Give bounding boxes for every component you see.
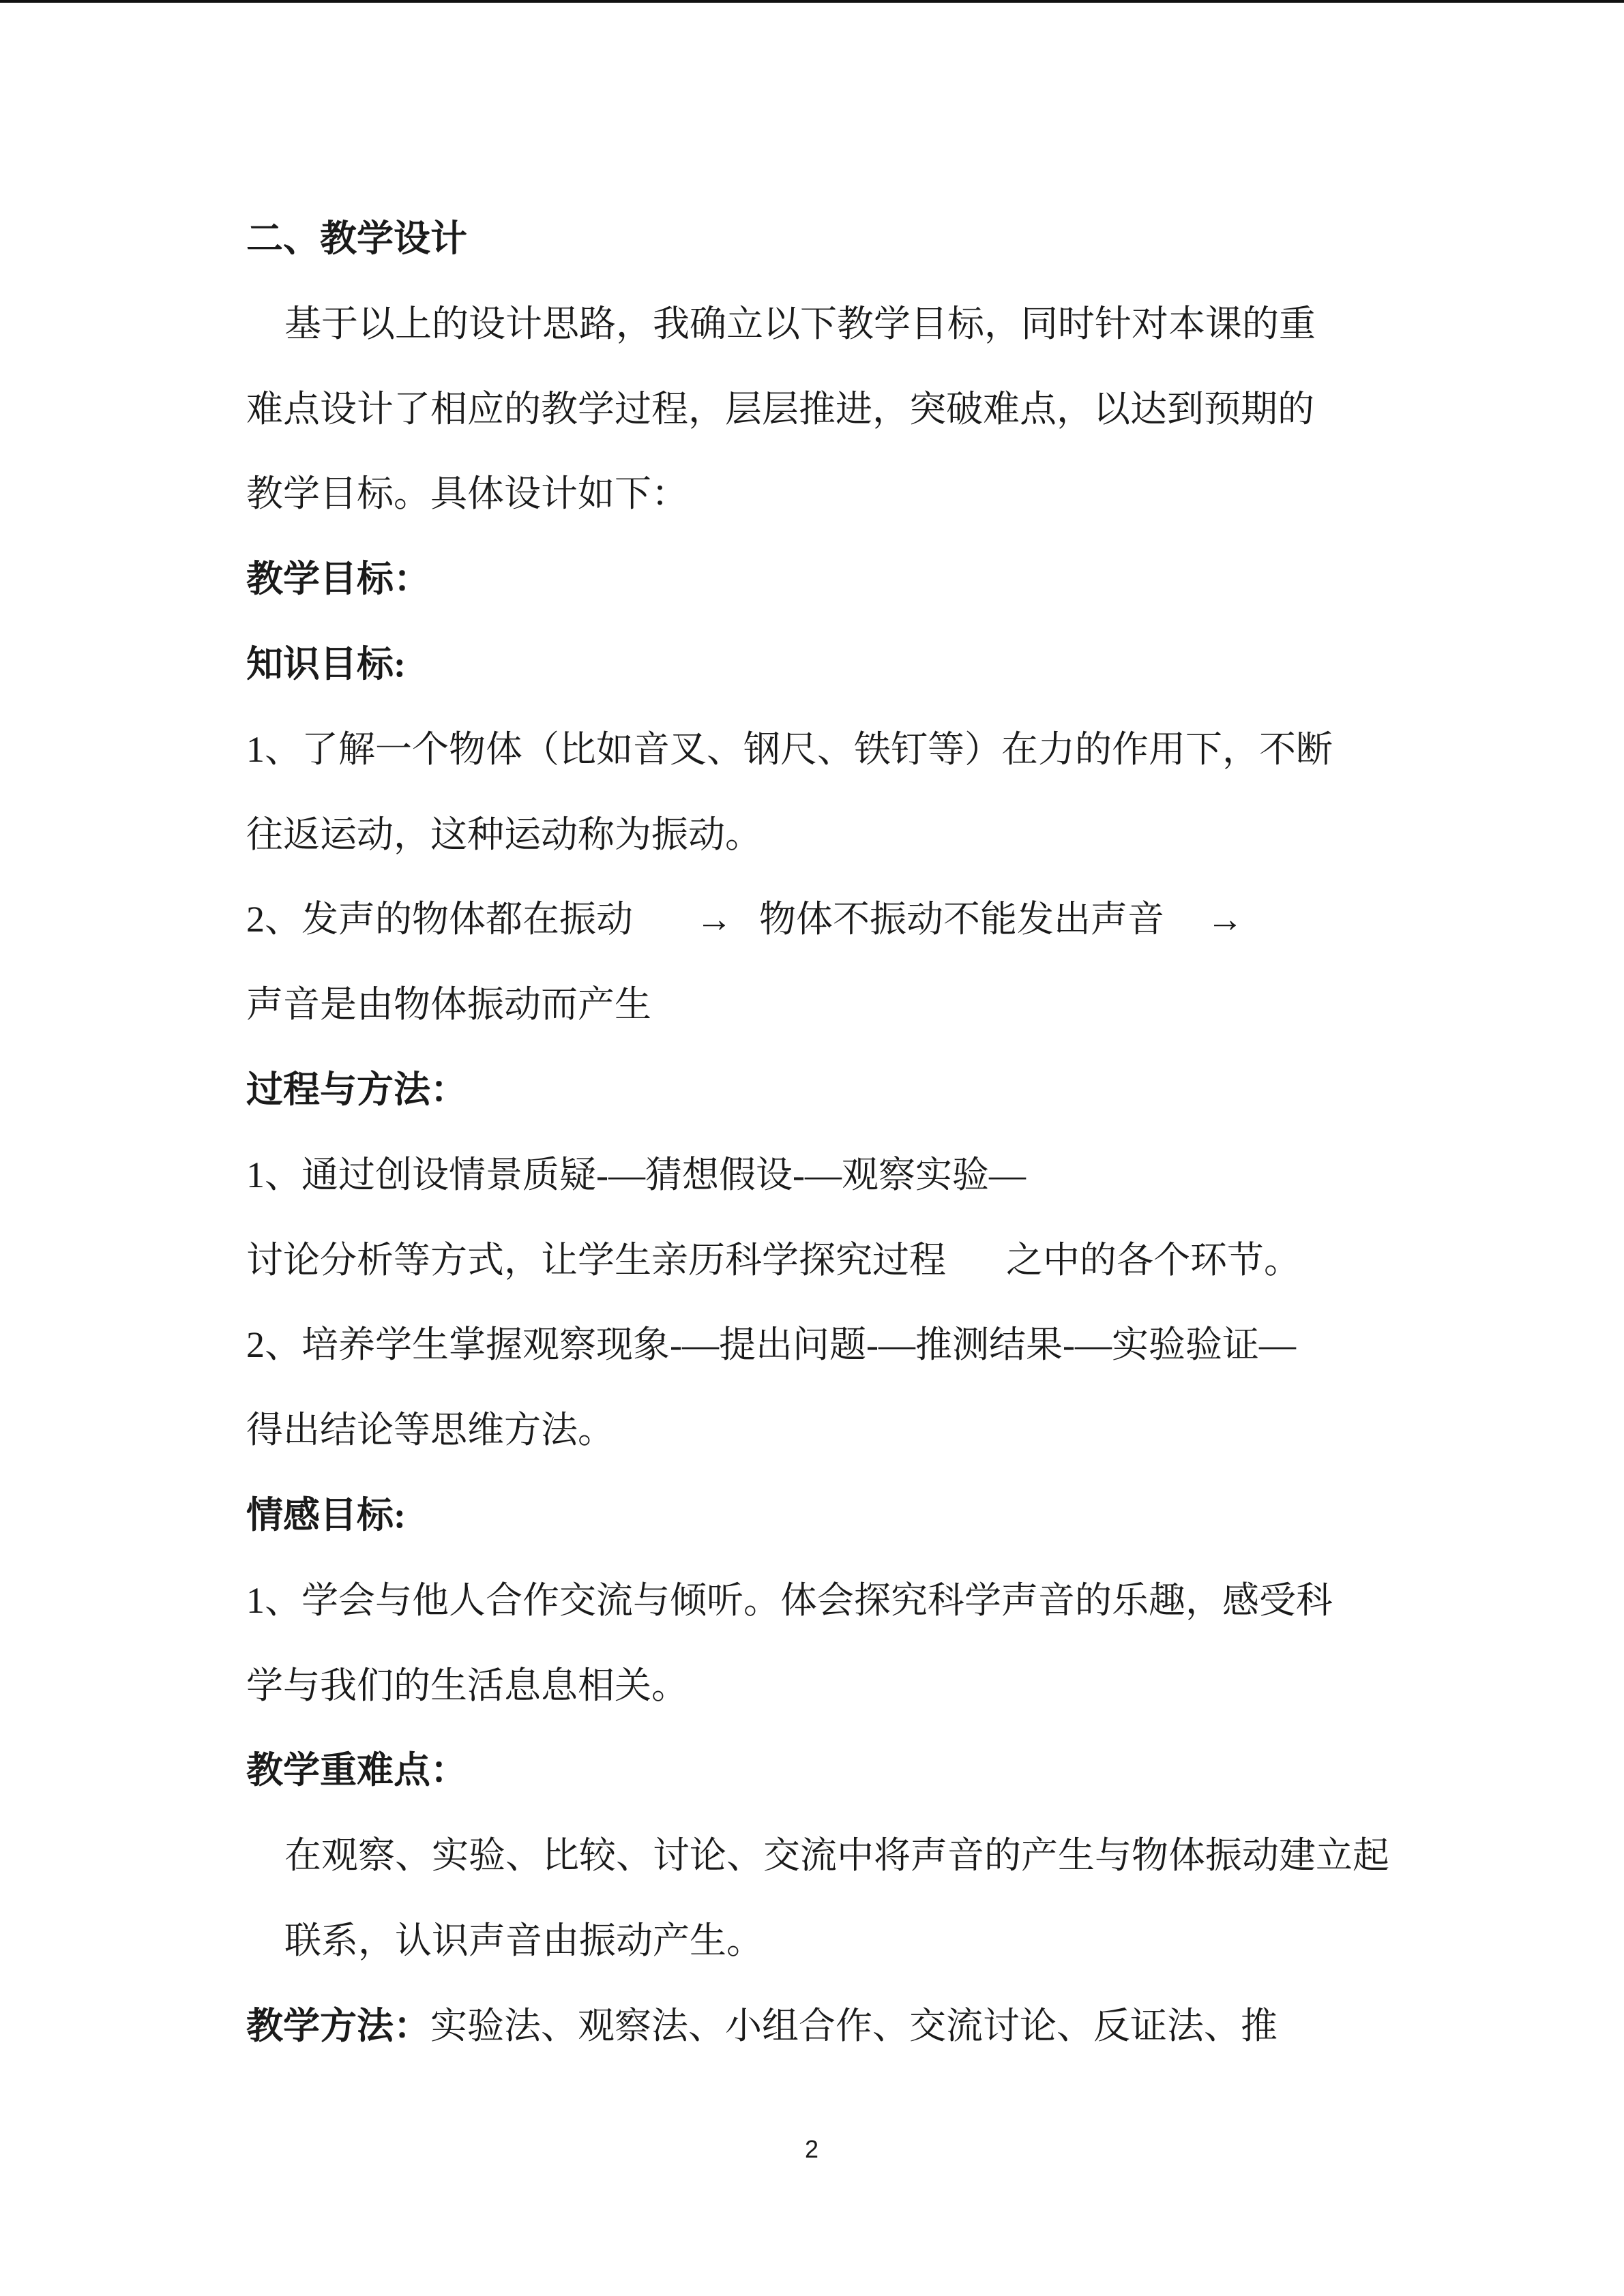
process-methods-heading: 过程与方法： — [246, 1069, 467, 1110]
knowledge-item-line — [246, 877, 1542, 962]
key-points-line: 在观察、实验、比较、讨论、交流中将声音的产生与物体振动建立起 — [284, 1835, 1389, 1877]
emotion-item-line: 学与我们的生活息息相关。 — [246, 1665, 688, 1706]
page-number: 2 — [804, 2135, 819, 2163]
process-item-line — [246, 1218, 1542, 1303]
key-points-heading: 教学重难点： — [246, 1750, 467, 1791]
key-points-line: 联系，认识声音由振动产生。 — [284, 1920, 763, 1961]
process-item-line: 得出结论等思维方法。 — [246, 1410, 615, 1451]
knowledge-item-line: 1、了解一个物体（比如音叉、钢尺、铁钉等）在力的作用下，不断 — [246, 728, 1333, 770]
intro-line: 基于以上的设计思路，我确立以下教学目标，同时针对本课的重 — [284, 303, 1316, 344]
knowledge-item2-part1: 2、发声的物体都在振动 — [246, 899, 633, 940]
emotion-goals-heading: 情感目标: — [246, 1494, 406, 1536]
process-item-line: 2、培养学生掌握观察现象-—提出问题-—推测结果-—实验验证— — [246, 1324, 1296, 1366]
teaching-methods-text: 实验法、观察法、小组合作、交流讨论、反证法、推 — [430, 2005, 1278, 2046]
document-body — [246, 196, 1542, 2069]
knowledge-item-line: 往返运动，这种运动称为振动。 — [246, 814, 762, 855]
teaching-goals-heading: 教学目标： — [246, 558, 430, 600]
process-item-line: 1、通过创设情景质疑-—猜想假设-—观察实验— — [246, 1154, 1026, 1195]
intro-line: 教学目标。具体设计如下： — [246, 473, 688, 515]
knowledge-goals-heading: 知识目标: — [246, 643, 406, 685]
emotion-item-line: 1、学会与他人合作交流与倾听。体会探究科学声音的乐趣，感受科 — [246, 1579, 1333, 1621]
knowledge-item2-part2: 物体不振动不能发出声音 — [759, 899, 1164, 940]
teaching-methods-label: 教学方法： — [246, 2005, 430, 2046]
right-arrow-icon: → — [696, 899, 733, 940]
knowledge-item-line: 声音是由物体振动而产生 — [246, 984, 651, 1026]
section-heading: 二、教学设计 — [246, 218, 467, 259]
process-item1-part2: 之中的各个环节。 — [1006, 1239, 1301, 1281]
right-arrow-icon: → — [1207, 899, 1243, 940]
process-item1-part1: 讨论分析等方式，让学生亲历科学探究过程 — [246, 1239, 946, 1281]
page-top-border — [0, 0, 1624, 3]
intro-line: 难点设计了相应的教学过程，层层推进，突破难点，以达到预期的 — [246, 388, 1314, 430]
teaching-methods-line — [246, 1984, 1542, 2069]
